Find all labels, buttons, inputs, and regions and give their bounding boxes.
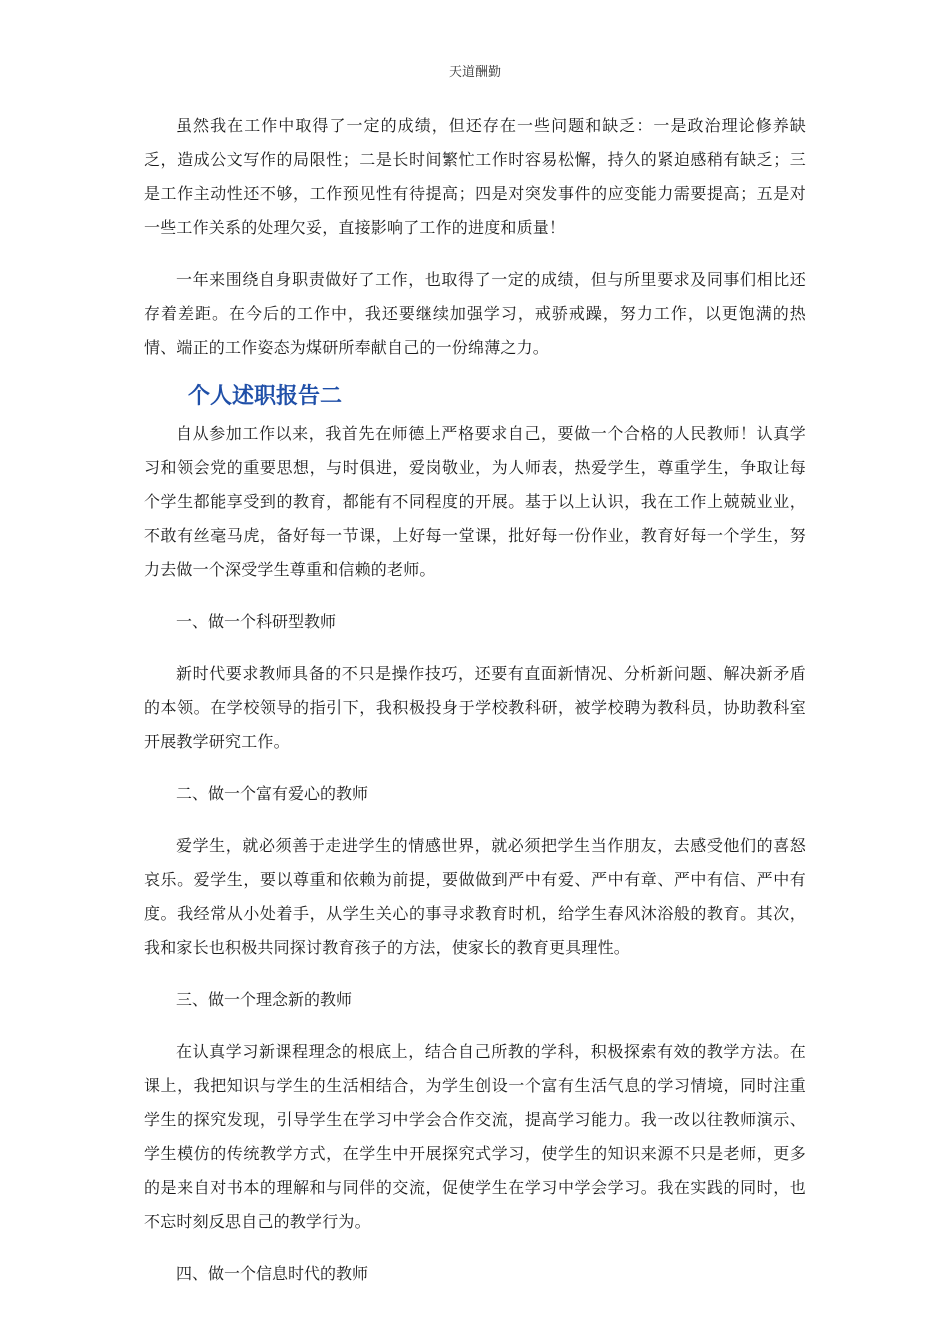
section-title: 个人述职报告二: [188, 384, 343, 409]
paragraph-new-concept-teacher: 在认真学习新课程理念的根底上，结合自己所教的学科，积极探索有效的教学方法。在课上，我把知识与学生的生活相结合，为学生创设一个富有生活气息的学习情境，同时注重学生的探究发现，引导学生在学习中学会合作交流，提高学习能力。我一改以往教师演示、学生模仿的传统教学方式，在学生中开展探究式学习，使学生的知识来源不只是老师，更多的是来自对书本的理解和与同伴的交流，促使学生在学习中学会学习。我在实践的同时，也不忘时刻反思自己的教学行为。: [144, 1042, 806, 1231]
document-body: [144, 109, 806, 1291]
running-header: 天道酬勤: [448, 65, 501, 80]
paragraph-shortcomings: 虽然我在工作中取得了一定的成绩，但还存在一些问题和缺乏：一是政治理论修养缺乏，造成公文写作的局限性；二是长时间繁忙工作时容易松懈，持久的紧迫感稍有缺乏；三是工作主动性还不够，工作预见性有待提高；四是对突发事件的应变能力需要提高；五是对一些工作关系的处理欠妥，直接影响了工作的进度和质量！: [144, 116, 806, 237]
subheading-new-concept-teacher: 三、做一个理念新的教师: [176, 990, 353, 1009]
subheading-information-age-teacher: 四、做一个信息时代的教师: [176, 1264, 369, 1283]
paragraph-caring-teacher: 爱学生，就必须善于走进学生的情感世界，就必须把学生当作朋友，去感受他们的喜怒哀乐。爱学生，要以尊重和依赖为前提，要做做到严中有爱、严中有章、严中有信、严中有度。我经常从小处着手，从学生关心的事寻求教育时机，给学生春风沐浴般的教育。其次，我和家长也积极共同探讨教育孩子的方法，使家长的教育更具理性。: [144, 836, 806, 957]
paragraph-research-teacher: 新时代要求教师具备的不只是操作技巧，还要有直面新情况、分析新问题、解决新矛盾的本领。在学校领导的指引下，我积极投身于学校教科研，被学校聘为教科员，协助教科室开展教学研究工作。: [144, 664, 806, 751]
subheading-caring-teacher: 二、做一个富有爱心的教师: [176, 784, 369, 803]
paragraph-intro: 自从参加工作以来，我首先在师德上严格要求自己，要做一个合格的人民教师！认真学习和领会党的重要思想，与时俱进，爱岗敬业，为人师表，热爱学生，尊重学生，争取让每个学生都能享受到的教育，都能有不同程度的开展。基于以上认识，我在工作上兢兢业业，不敢有丝毫马虎，备好每一节课，上好每一堂课，批好每一份作业，教育好每一个学生，努力去做一个深受学生尊重和信赖的老师。: [144, 424, 806, 579]
subheading-research-teacher: 一、做一个科研型教师: [176, 612, 337, 631]
paragraph-summary: 一年来围绕自身职责做好了工作，也取得了一定的成绩，但与所里要求及同事们相比还存着差距。在今后的工作中，我还要继续加强学习，戒骄戒躁，努力工作，以更饱满的热情、端正的工作姿态为煤研所奉献自己的一份绵薄之力。: [144, 270, 806, 357]
